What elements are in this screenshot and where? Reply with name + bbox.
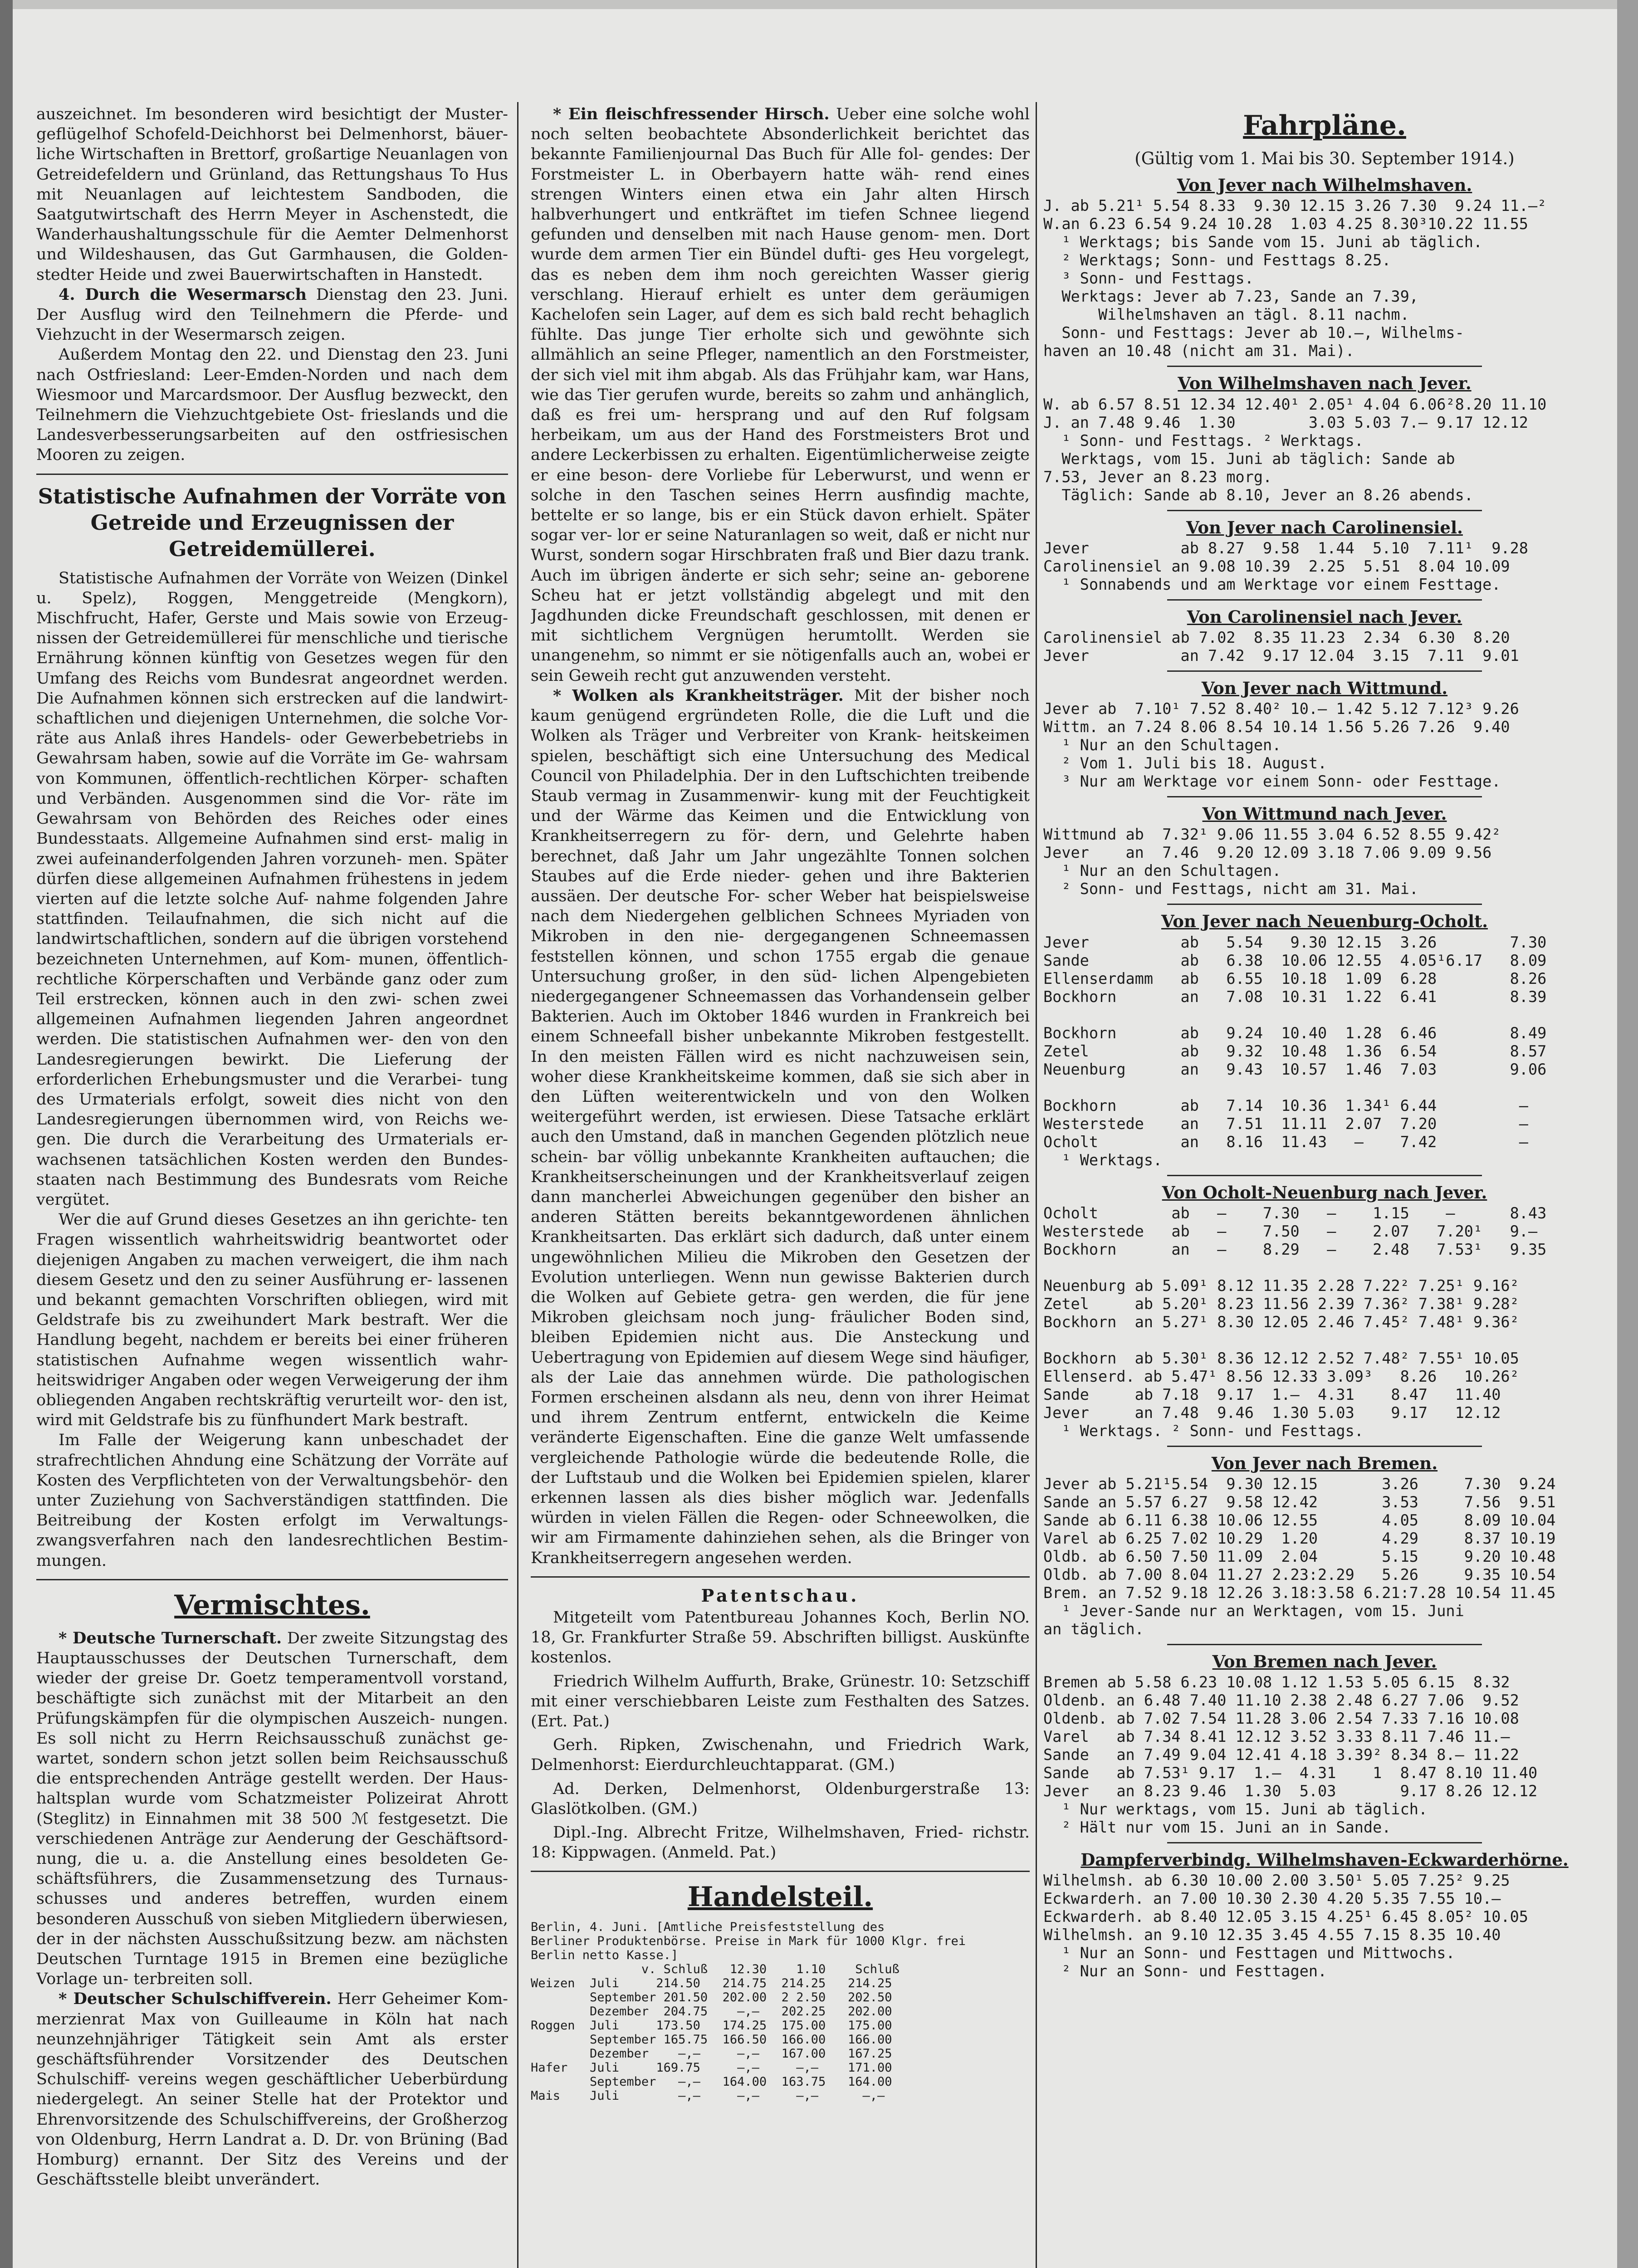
route-times: Jever ab 5.54 9.30 12.15 3.26 7.30 Sande ab 6.38 10.06 12.55 4.05¹6.17 8.09 Ellenserdamm ab 6.55 10.18 1.09 6.28 8.26 Bockhorn an 7.08 10.31 1.22 6.41 8.39 Bockhorn ab 9.24 10.40 1.28 6.46 8.49 Zetel ab 9.32 10.48 1.36 6.54 8.57 Neuenburg an 9.43 10.57 1.46 7.03 9.06 Bockhorn ab 7.14 10.36 1.34¹ 6.44 — Westerstede an 7.51 11.11 2.07 7.20 — Ocholt an 8.16 11.43 — 7.42 — ¹ Werktags.	[1043, 933, 1547, 1169]
article-paragraph	[36, 1989, 508, 2190]
paragraph-lead: * Wolken als Krankheitsträger.	[553, 686, 844, 705]
route-heading: Von Carolinensiel nach Jever.	[1187, 606, 1462, 627]
section-heading: Handelsteil.	[687, 1881, 873, 1913]
section-heading: Vermischtes.	[174, 1589, 370, 1621]
patent-intro: Mitgeteilt vom Patentbureau Johannes Koch, Berlin NO. 18, Gr. Frankfurter Straße 59. Abschriften billigst. Auskünfte kostenlos.	[531, 1608, 1030, 1667]
route-times: W. ab 6.57 8.51 12.34 12.40¹ 2.05¹ 4.04 6.06²8.20 11.10 J. an 7.48 9.46 1.30 3.03 5.03 7.— 9.17 12.12 ¹ Sonn- und Festtags. ² Werktags. Werktags, vom 15. Juni ab täglich: Sande ab 7.53, Jever an 8.23 morg. Täglich: Sande ab 8.10, Jever an 8.26 abends.	[1043, 395, 1547, 504]
section-rule	[531, 1871, 1030, 1872]
route-rule	[1167, 510, 1482, 511]
article-paragraph: Außerdem Montag den 22. und Dienstag den 23. Juni nach Ostfriesland: Leer-Emden-Norden und nach dem Wiesmoor und Marcardsmoor. Der Ausflug bezweckt, den Teilnehmern die Viehzuchtgebiete Ost- frieslands und die Landesverbesserungsarbeiten auf den ostfriesischen Mooren zu zeigen.	[36, 346, 508, 464]
article-paragraph: Im Falle der Weigerung kann unbeschadet der strafrechtlichen Ahndung eine Schätzung der Vorräte auf Kosten des Verpflichteten von der Verwaltungsbehör- den unter Zuziehung von Sachverständigen stattfinden. Die Beitreibung der Kosten erfolgt im Verwaltungs- zwangsverfahren nach den landesrechtlichen Bestim- mungen.	[36, 1431, 508, 1570]
paragraph-text: Dienstag den 23. Juni. Der Ausflug wird den Teilnehmern die Pferde- und Viehzucht in der Wesermarsch zeigen.	[36, 285, 508, 344]
route-times: Jever ab 5.21¹5.54 9.30 12.15 3.26 7.30 9.24 Sande an 5.57 6.27 9.58 12.42 3.53 7.56 9.51 Sande ab 6.11 6.38 10.06 12.55 4.05 8.09 10.04 Varel ab 6.25 7.02 10.29 1.20 4.29 8.37 10.19 Oldb. ab 6.50 7.50 11.09 2.04 5.15 9.20 10.48 Oldb. ab 7.00 8.04 11.27 2.23:2.29 5.26 9.35 10.54 Brem. an 7.52 9.18 12.26 3.18:3.58 6.21:7.28 10.54 11.45 ¹ Jever-Sande nur an Werktagen, vom 15. Juni an täglich.	[1043, 1475, 1556, 1638]
paragraph-lead: * Ein fleischfressender Hirsch.	[553, 105, 830, 123]
route-rule	[1167, 366, 1482, 367]
route-times: Ocholt ab — 7.30 — 1.15 — 8.43 Westerstede ab — 7.50 — 2.07 7.20¹ 9.— Bockhorn an — 8.29 — 2.48 7.53¹ 9.35 Neuenburg ab 5.09¹ 8.12 11.35 2.28 7.22² 7.25¹ 9.16² Zetel ab 5.20¹ 8.23 11.56 2.39 7.36² 7.38¹ 9.28² Bockhorn an 5.27¹ 8.30 12.05 2.46 7.45² 7.48¹ 9.36² Bockhorn ab 5.30¹ 8.36 12.12 2.52 7.48² 7.55¹ 10.05 Ellenserd. ab 5.47¹ 8.56 12.33 3.09³ 8.26 10.26² Sande ab 7.18 9.17 1.— 4.31 8.47 11.40 Jever an 7.48 9.46 1.30 5.03 9.17 12.12 ¹ Werktags. ² Sonn- und Festtags.	[1043, 1204, 1547, 1440]
article-paragraph: auszeichnet. Im besonderen wird besichtigt der Muster- geflügelhof Schofeld-Deichhorst bei Delmenhorst, bäuer- liche Wirtschaften in Brettorf, großartige Neuanlagen von Getreidefeldern und Grünland, das Rettungshaus To Hus mit Neuanlagen auf leichtestem Sandboden, die Saatgutwirtschaft des Herrn Meyer in Aschenstedt, die Wanderhaushaltungsschule für die Aemter Delmenhorst und Wildeshausen, das Gut Garmhausen, die Golden- stedter Heide und zwei Bauerwirtschaften in Hanstedt.	[36, 105, 508, 284]
article-paragraph: Wer die auf Grund dieses Gesetzes an ihn gerichte- ten Fragen wissentlich wahrheitswidrig beantwortet oder diejenigen Angaben zu machen verweigert, die ihm nach diesem Gesetz und den zu seiner Ausführung er- lassenen und bekannt gemachten Vorschriften obliegen, wird mit Geldstrafe bis zu zweihundert Mark bestraft. Wer die Handlung begeht, nachdem er bereits bei einer früheren statistischen Aufnahme wegen wissentlich wahr- heitswidriger Angaben oder wegen Verweigerung der ihm obliegenden Angaben rechtskräftig verurteilt wor- den ist, wird mit Geldstrafe bis zu fünfhundert Mark bestraft.	[36, 1211, 508, 1430]
route-times: Wilhelmsh. ab 6.30 10.00 2.00 3.50¹ 5.05 7.25² 9.25 Eckwarderh. an 7.00 10.30 2.30 4.20 5.35 7.55 10.— Eckwarderh. ab 8.40 12.05 3.15 4.25¹ 6.45 8.05² 10.05 Wilhelmsh. an 9.10 12.35 3.45 4.55 7.15 8.35 10.40 ¹ Nur an Sonn- und Festtagen und Mittwochs. ² Nur an Sonn- und Festtagen.	[1043, 1872, 1528, 1980]
paragraph-lead: 4. Durch die Wesermarsch	[59, 285, 307, 304]
route-rule	[1167, 1644, 1482, 1645]
column-rule	[517, 102, 518, 2268]
article-paragraph	[36, 285, 508, 345]
patent-heading: Patentschau.	[701, 1585, 860, 1606]
patent-entry: Gerh. Ripken, Zwischenahn, und Friedrich Wark, Delmenhorst: Eierdurchleuchtapparat. (GM.)	[531, 1736, 1030, 1774]
route-rule	[1167, 796, 1482, 797]
right-margin	[1617, 0, 1638, 2268]
route-heading: Von Bremen nach Jever.	[1212, 1652, 1437, 1672]
grain-price-table: Berlin, 4. Juni. [Amtliche Preisfeststellung des Berliner Produktenbörse. Preise in Mark für 1000 Klgr. frei Berlin netto Kasse.] v. Schluß 12.30 1.10 Schluß Weizen Juli 214.50 214.75 214.25 214.25 September 201.50 202.00 2 2.50 202.50 Dezember 204.75 —,— 202.25 202.00 Roggen Juli 173.50 174.25 175.00 175.00 September 165.75 166.50 166.00 166.00 Dezember —,— —,— 167.00 167.25 Hafer Juli 169.75 —,— —,— 171.00 September —,— 164.00 163.75 164.00 Mais Juli —,— —,— —,— —,—	[531, 1920, 966, 2103]
paragraph-text: Herr Geheimer Kom- merzienrat Max von Guilleaume in Köln hat nach neunzehnjähriger Tätigkeit sein Amt als erster geschäftsführender Vorsitzender des Deutschen Schulschiff- vereins wegen geschäftlicher Ueberbürdung niedergelegt. An seiner Stelle hat der Protektor und Ehrenvorsitzende des Schulschiffvereins, der Großherzog von Oldenburg, Herrn Landrat a. D. Dr. von Brüning (Bad Homburg) ernannt. Der Sitz des Vereins und der Geschäftsstelle bleibt unverändert.	[36, 1990, 508, 2189]
column-right	[1043, 104, 1606, 2268]
paragraph-text: Ueber eine solche wohl noch selten beobachtete Absonderlichkeit berichtet das bekannte Familienjournal Das Buch für Alle fol- gendes: Der Forstmeister L. in Oberbayern hatte wäh- rend eines strengen Winters einen etwa ein Jahr alten Hirsch halbverhungert und entkräftet im tiefen Schnee liegend gefunden und denselben mit nach Hause genom- men. Dort wurde dem armen Tier ein Bündel dufti- ges Heu vorgelegt, das es neben dem ihm noch gereichten Wasser gierig verschlang. Hierauf erhielt es unter dem geräumigen Kachelofen sein Lager, auf dem es sich bald recht behaglich fühlte. Das junge Tier erholte sich und gewöhnte sich allmählich an seine Pfleger, namentlich an den Forstmeister, der sich viel mit ihm abgab. Als das Frühjahr kam, war Hans, wie das Tier gerufen wurde, bereits so zahm und anhänglich, daß es frei um- hersprang und auf den Ruf folgsam herbeikam, um aus der Hand des Forstmeisters Brot und andere Leckerbissen zu erhalten. Eigentümlicherweise zeigte er eine beson- dere Vorliebe für Leberwurst, und wenn er solche in den Taschen seines Herrn ausfindig machte, bettelte er so lange, bis er ein Stück davon erhielt. Später sogar ver- lor er seine Naturanlagen so weit, daß er nicht nur Wurst, sondern sogar Hirschbraten fraß und Bier dazu trank. Auch im übrigen änderte er sich sehr; seine an- geborene Scheu hat er jetzt vollständig abgelegt und mit den Jagdhunden dicke Freundschaft geschlossen, mit denen er mit sichtlichem Vergnügen herumtollt. Werden sie unangenehm, so nimmt er sie nötigenfalls auch an, wobei er sein Geweih recht gut anzuwenden versteht.	[531, 105, 1030, 685]
timetable-validity: (Gültig vom 1. Mai bis 30. September 1914.)	[1134, 149, 1515, 168]
route-times: Jever ab 7.10¹ 7.52 8.40² 10.— 1.42 5.12 7.12³ 9.26 Wittm. an 7.24 8.06 8.54 10.14 1.56 5.26 7.26 9.40 ¹ Nur an den Schultagen. ² Vom 1. Juli bis 18. August. ³ Nur am Werktage vor einem Sonn- oder Festtage.	[1043, 700, 1519, 791]
route-times: Wittmund ab 7.32¹ 9.06 11.55 3.04 6.52 8.55 9.42² Jever an 7.46 9.20 12.09 3.18 7.06 9.09 9.56 ¹ Nur an den Schultagen. ² Sonn- und Festtags, nicht am 31. Mai.	[1043, 826, 1501, 898]
patent-entry: Ad. Derken, Delmenhorst, Oldenburgerstraße 13: Glaslötkolben. (GM.)	[531, 1779, 1030, 1818]
article-paragraph: Statistische Aufnahmen der Vorräte von Weizen (Dinkel u. Spelz), Roggen, Menggetreide (Mengkorn), Mischfrucht, Hafer, Gerste und Mais sowie von Erzeug- nissen der Getreidemüllerei für menschliche und tierische Ernährung können künftig von Gesetzes wegen für den Umfang des Reichs vom Bundesrat angeordnet werden. Die Aufnahmen können sich erstrecken auf die landwirt- schaftlichen und diejenigen Unternehmen, die solche Vor- räte aus Anlaß ihres Handels- oder Gewerbebetriebs in Gewahrsam haben, sowie auf die Vorräte im Ge- wahrsam von Kommunen, öffentlich-rechtlichen Körper- schaften und Verbänden. Ausgenommen sind die Vor- räte im Gewahrsam von Behörden des Reiches oder eines Bundesstaats. Allgemeine Aufnahmen sind erst- malig in zwei aufeinanderfolgenden Jahren vorzuneh- men. Später dürfen diese allgemeinen Aufnahmen frühestens in jedem vierten auf die letzte solche Auf- nahme folgenden Jahre stattfinden. Teilaufnahmen, die sich nicht auf die landwirtschaftlichen, sondern auf die übrigen vorstehend bezeichneten Unternehmen, auf Kom- munen, öffentlich-rechtliche Körperschaften und Verbände ganz oder zum Teil erstrecken, können auch in den zwi- schen zwei allgemeinen Aufnahmen liegenden Jahren angeordnet werden. Die statistischen Aufnahmen wer- den von den Landesregierungen bewirkt. Die Lieferung der erforderlichen Erhebungsmuster und die Verarbei- tung des Urmaterials erfolgt, soweit dies nicht von den Landesregierungen übernommen wird, von Reichs we- gen. Die durch die Verarbeitung des Urmaterials er- wachsenen tatsächlichen Kosten werden den Bundes- staaten nach Bestimmung des Bundesrats vom Reiche vergütet.	[36, 569, 508, 1209]
timetable-title: Fahrpläne.	[1243, 110, 1406, 142]
route-rule	[1167, 904, 1482, 905]
column-left	[36, 104, 508, 2268]
section-rule	[36, 474, 508, 475]
route-rule	[1167, 1842, 1482, 1843]
section-rule	[531, 1576, 1030, 1578]
route-heading: Von Jever nach Carolinensiel.	[1186, 517, 1463, 538]
route-heading: Von Jever nach Wittmund.	[1201, 678, 1448, 699]
route-rule	[1167, 599, 1482, 601]
page-top-edge	[0, 0, 1638, 9]
binding-edge	[0, 0, 13, 2268]
route-heading: Von Jever nach Wilhelmshaven.	[1177, 175, 1472, 196]
route-times: J. ab 5.21¹ 5.54 8.33 9.30 12.15 3.26 7.30 9.24 11.—² W.an 6.23 6.54 9.24 10.28 1.03 4.25 8.30³10.22 11.55 ¹ Werktags; bis Sande vom 15. Juni ab täglich. ² Werktags; Sonn- und Festtags 8.25. ³ Sonn- und Festtags. Werktags: Jever ab 7.23, Sande an 7.39, Wilhelmshaven an tägl. 8.11 nachm. Sonn- und Festtags: Jever ab 10.—, Wilhelms- haven an 10.48 (nicht am 31. Mai).	[1043, 197, 1547, 360]
paragraph-lead: * Deutscher Schulschiffverein.	[59, 1989, 332, 2009]
article-paragraph	[531, 104, 1030, 686]
route-times: Jever ab 8.27 9.58 1.44 5.10 7.11¹ 9.28 Carolinensiel an 9.08 10.39 2.25 5.51 8.04 10.09 ¹ Sonnabends und am Werktage vor einem Festtage.	[1043, 539, 1528, 593]
route-heading: Von Wittmund nach Jever.	[1202, 804, 1447, 824]
paragraph-lead: * Deutsche Turnerschaft.	[59, 1628, 282, 1647]
route-heading: Dampferverbindg. Wilhelmshaven-Eckwarderhörne.	[1081, 1850, 1569, 1870]
route-rule	[1167, 670, 1482, 672]
route-heading: Von Jever nach Neuenburg-Ocholt.	[1161, 911, 1488, 932]
patent-entry: Friedrich Wilhelm Auffurth, Brake, Grünestr. 10: Setzschiff mit einer verschiebbaren Leiste zum Festhalten des Satzes. (Ert. Pat.)	[531, 1672, 1030, 1731]
paragraph-text: Der zweite Sitzungstag des Hauptausschusses der Deutschen Turnerschaft, dem wieder der greise Dr. Goetz temperamentvoll vorstand, beschäftigte sich zunächst mit der Mitarbeit an den Prüfungskämpfen für die olympischen Auszeich- nungen. Es soll nicht zu Herrn Reichsausschuß zunächst ge- wartet, sondern schon jetzt sollen beim Reichsausschuß die entsprechenden Anträge gestellt werden. Der Haus- haltsplan wurde vom Schatzmeister Polizeirat Ahrott (Steglitz) in Einnahmen mit 38 500 ℳ festgesetzt. Die verschiedenen Anträge zur Aenderung der Geschäftsord- nung, die u. a. die Anstellung eines besoldeten Ge- schäftsführers, die Zusammensetzung des Turnaus- schusses und anderes betreffen, wurden einem besonderen Ausschuß von sieben Mitgliedern überwiesen, der in der nächsten Ausschußsitzung bezw. am nächsten Deutschen Turntage 1915 in Bremen eine bezügliche Vorlage un- terbreiten soll.	[36, 1629, 508, 1989]
route-heading: Von Wilhelmshaven nach Jever.	[1178, 373, 1472, 394]
route-times: Carolinensiel ab 7.02 8.35 11.23 2.34 6.30 8.20 Jever an 7.42 9.17 12.04 3.15 7.11 9.01	[1043, 629, 1519, 665]
route-rule	[1167, 1175, 1482, 1176]
route-heading: Von Ocholt-Neuenburg nach Jever.	[1162, 1182, 1487, 1202]
section-rule	[36, 1579, 508, 1580]
paragraph-text: Mit der bisher noch kaum genügend ergründeten Rolle, die die Luft und die Wolken als Träger und Verbreiter von Krank- heitskeimen spielen, beschäftigt sich eine Untersuchung des Medical Council von Philadelphia. Der in den Luftschichten treibende Staub vermag in Zusammenwir- kung mit der Feuchtigkeit und der Wärme das Keimen und die Entwicklung von Krankheitserregern zu för- dern, und Gelehrte haben berechnet, daß Jahr um Jahr ungezählte Tonnen solchen Staubes auf die Erde nieder- gehen und ihre Bakterien aussäen. Der deutsche For- scher Weber hat beispielsweise nach dem Niedergehen gelblichen Schnees Myriaden von Mikroben in den nie- dergegangenen Schneemassen feststellen können, und schon 1755 ergab die genaue Untersuchung großer, in den süd- lichen Alpengebieten niedergegangener Schneemassen das Vorhandensein gelber Bakterien. Auch im Oktober 1846 wurden in Frankreich bei einem Schneefall bisher unbekannte Mikroben festgestellt. In den meisten Fällen wird es nicht nachzuweisen sein, woher diese Krankheitskeime kommen, daß sie sich aber in den Lüften weiterentwickeln und von den Wolken weitergeführt werden, ist erwiesen. Diese Tatsache erklärt auch den Umstand, daß in manchen Gegenden plötzlich neue schein- bar völlig unbekannte Krankheiten auftauchen; die Krankheitserscheinungen und der Krankheitsverlauf zeigen dann mancherlei Abweichungen gegenüber den bisher an anderen Stätten bereits bekanntgewordenen ähnlichen Krankheitsarten. Das erklärt sich dadurch, daß unter einem ungewöhnlichen Milieu die Mikroben den Gesetzen der Evolution unterliegen. Wenn nun gewisse Bakterien durch die Wolken auf Gebiete getra- gen werden, die für jene Mikroben gleichsam noch jung- fräulicher Boden sind, bleiben Epidemien nicht aus. Die Ansteckung und Uebertragung von Epidemien auf diesem Wege sind häufiger, als der Laie das annehmen würde. Die pathologischen Formen erscheinen alsdann als neu, denn von ihrer Heimat und ihrem Zentrum entfernt, entwickeln die Keime veränderte Eigenschaften. Eine die ganze Welt umfassende vergleichende Pathologie würde die bedeutende Rolle, die der Luftstaub und die Wolken bei Epidemien spielen, klarer erkennen lassen als dies bisher möglich war. Jedenfalls würden in vielen Fällen die Regen- oder Schneewolken, die wir am Firmamente dahinziehen sehen, als die Bringer von Krankheitserregern angesehen werden.	[531, 686, 1030, 1567]
column-middle	[531, 104, 1030, 2268]
route-heading: Von Jever nach Bremen.	[1211, 1453, 1438, 1473]
article-paragraph	[36, 1628, 508, 1989]
route-rule	[1167, 1446, 1482, 1447]
column-rule	[1036, 102, 1037, 2268]
article-paragraph	[531, 686, 1030, 1568]
article-heading: Statistische Aufnahmen der Vorräte von Getreide und Erzeugnissen der Getreidemüllerei.	[38, 484, 507, 561]
patent-entry: Dipl.-Ing. Albrecht Fritze, Wilhelmshaven, Fried- richstr. 18: Kippwagen. (Anmeld. Pat.)	[531, 1823, 1030, 1862]
route-times: Bremen ab 5.58 6.23 10.08 1.12 1.53 5.05 6.15 8.32 Oldenb. an 6.48 7.40 11.10 2.38 2.48 6.27 7.06 9.52 Oldenb. ab 7.02 7.54 11.28 3.06 2.54 7.33 7.16 10.08 Varel ab 7.34 8.41 12.12 3.52 3.33 8.11 7.46 11.— Sande an 7.49 9.04 12.41 4.18 3.39² 8.34 8.— 11.22 Sande ab 7.53¹ 9.17 1.— 4.31 1 8.47 8.10 11.40 Jever an 8.23 9.46 1.30 5.03 9.17 8.26 12.12 ¹ Nur werktags, vom 15. Juni ab täglich. ² Hält nur vom 15. Juni an in Sande.	[1043, 1673, 1538, 1837]
